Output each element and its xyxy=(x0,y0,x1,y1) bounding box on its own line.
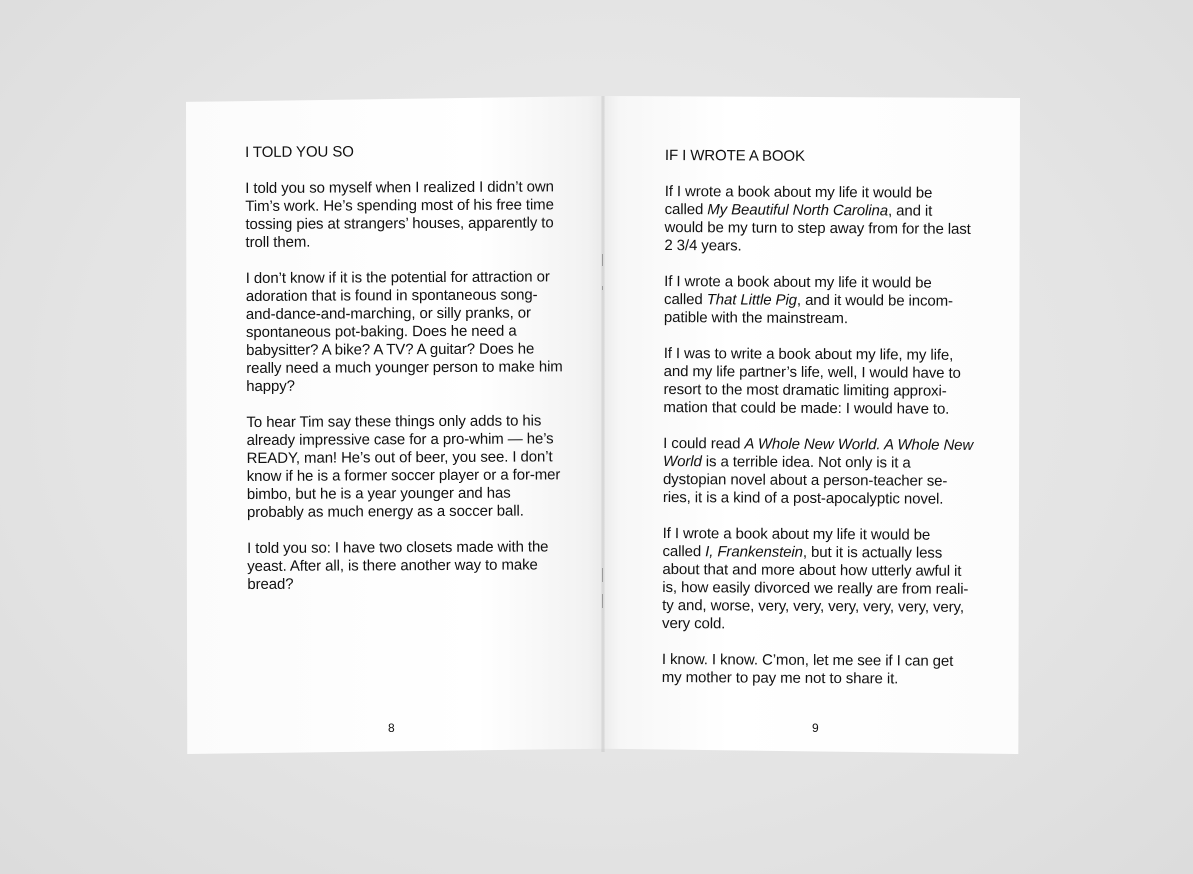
booklet-spine xyxy=(601,96,605,752)
paragraph xyxy=(664,273,974,329)
italic-title: That Little Pig xyxy=(706,291,798,309)
paragraph xyxy=(247,538,567,594)
text-run: I know. I know. C’mon, let me see if I can get my mother to pay me not to share it. xyxy=(661,650,958,688)
paragraph xyxy=(245,178,565,252)
text-run: , but it is actually less about that and more about how utterly awful it is, how easily divorced we really are from reali-ty and, worse, very, very, very, very, very, very, very cold. xyxy=(662,543,969,633)
text-run: To hear Tim say these things only adds to his already impressive case for a pro-whim — he’s READY, man! He’s out of beer, you see. I don’t know if he is a former soccer player or a for-mer bimbo, but he is a year younger and has probably as much energy as a soccer ball. xyxy=(246,412,565,521)
paragraph xyxy=(662,651,972,689)
paragraph xyxy=(246,268,567,396)
text-run: , and it would be incom-patible with the mainstream. xyxy=(663,291,954,328)
text-run: is a terrible idea. Not only is it a dystopian novel about a person-teacher se-ries, it is a kind of a post-apocalyptic novel. xyxy=(662,453,948,508)
right-page-body xyxy=(662,183,975,689)
right-page-number: 9 xyxy=(812,721,819,735)
paragraph xyxy=(662,525,973,635)
text-run: If I was to write a book about my life, my life, and my life partner’s life, well, I would have to resort to the most dramatic limiting approxi-mation that could be made: I would have to. xyxy=(663,344,965,418)
gutter-mark xyxy=(602,254,603,266)
text-run: I don’t know if it is the potential for attraction or adoration that is found in spontaneous song-and-dance-and-marching, or silly pranks, or spontaneous pot-baking. Does he need a babysitter? A bike? A TV? A guitar? Does he really need a much younger person to make him happy? xyxy=(245,268,567,395)
paragraph xyxy=(246,412,567,522)
gutter-mark xyxy=(602,594,603,608)
left-page-body xyxy=(245,178,567,594)
text-run: If I wrote a book about my life it would be called xyxy=(664,182,937,219)
italic-title: My Beautiful North Carolina xyxy=(707,201,889,220)
text-run: I told you so myself when I realized I didn’t own Tim’s work. He’s spending most of his free time tossing pies at strangers’ houses, apparently to troll them. xyxy=(245,178,558,251)
text-run: If I wrote a book about my life it would be called xyxy=(664,272,936,309)
text-run: If I wrote a book about my life it would be called xyxy=(662,524,935,561)
left-page-number: 8 xyxy=(388,721,395,735)
gutter-mark xyxy=(602,568,603,582)
text-run: I told you so: I have two closets made with the yeast. After all, is there another way to make bread? xyxy=(247,538,553,593)
paragraph xyxy=(664,183,974,257)
left-page-title: I TOLD YOU SO xyxy=(245,143,354,161)
paragraph xyxy=(663,345,973,419)
italic-title: A Whole New World. A Whole New World xyxy=(663,435,974,471)
right-page-text xyxy=(662,147,975,707)
paragraph xyxy=(663,435,973,509)
left-page-text xyxy=(245,142,567,612)
text-run: , and it would be my turn to step away from for the last 2 3/4 years. xyxy=(664,202,975,255)
italic-title: I, Frankenstein xyxy=(705,543,803,561)
right-page-title: IF I WROTE A BOOK xyxy=(664,147,805,165)
text-run: I could read xyxy=(663,434,745,453)
gutter-mark xyxy=(602,286,603,290)
open-booklet xyxy=(186,94,1020,756)
